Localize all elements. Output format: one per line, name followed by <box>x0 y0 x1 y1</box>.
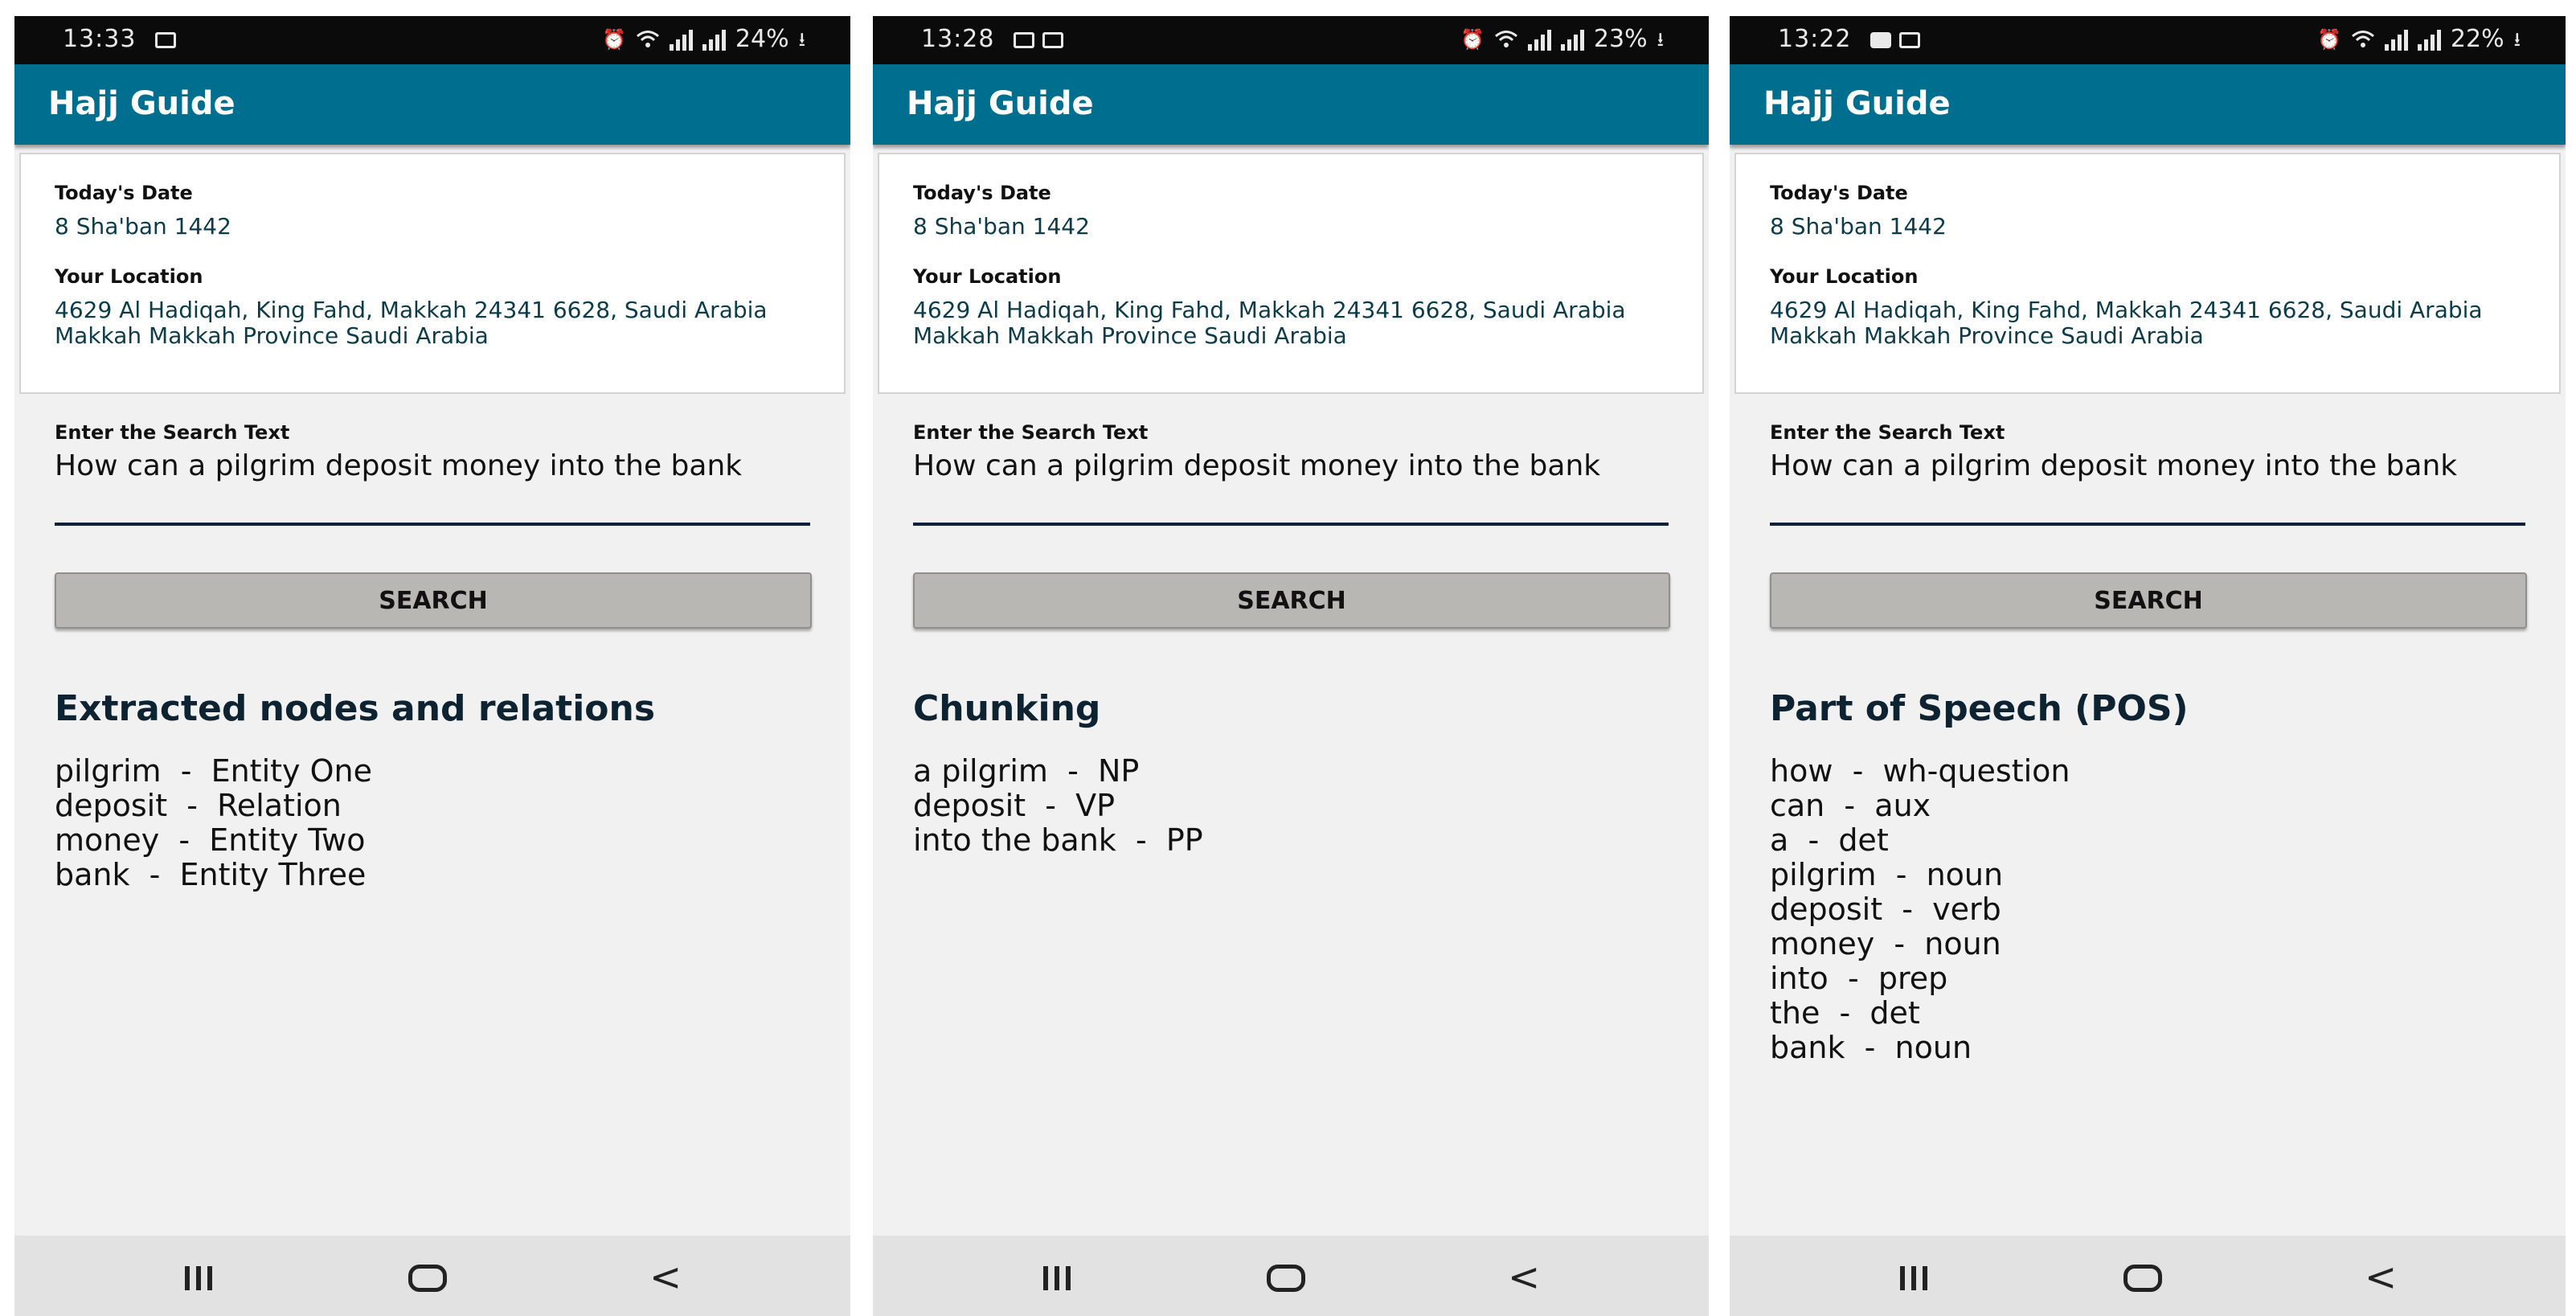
battery-percent: 23% <box>1593 25 1648 53</box>
list-item: deposit - verb <box>1770 892 2001 927</box>
date-label: Today's Date <box>913 182 1051 204</box>
app-bar <box>873 64 1709 145</box>
list-item: into the bank - PP <box>913 822 1203 858</box>
back-icon[interactable]: < <box>649 1255 682 1300</box>
result-title: Chunking <box>913 688 1101 729</box>
nav-bar <box>873 1236 1709 1316</box>
signal-icon <box>2385 28 2408 51</box>
home-icon[interactable] <box>1267 1265 1305 1292</box>
list-item: pilgrim - Entity One <box>55 753 372 789</box>
list-item: a pilgrim - NP <box>913 753 1140 789</box>
battery-percent: 24% <box>735 25 789 53</box>
battery-charging-icon: ⭳ <box>1657 27 1664 51</box>
location-label: Your Location <box>55 265 203 288</box>
notification-icon <box>1042 32 1063 48</box>
search-input[interactable] <box>55 450 810 526</box>
alarm-icon: ⏰ <box>602 27 626 51</box>
status-time: 13:33 <box>63 25 137 53</box>
location-value: 4629 Al Hadiqah, King Fahd, Makkah 24341 6628, Saudi Arabia Makkah Makkah Province Saudi Arabia <box>913 297 1626 349</box>
app-bar <box>14 64 850 145</box>
app-bar <box>1730 64 2566 145</box>
message-icon <box>1870 32 1891 48</box>
location-label: Your Location <box>1770 265 1919 288</box>
phone-screen-nodes-relations <box>14 16 850 1316</box>
search-button[interactable]: SEARCH <box>1770 572 2527 629</box>
list-item: bank - Entity Three <box>55 857 367 892</box>
date-value: 8 Sha'ban 1442 <box>913 213 1090 240</box>
date-label: Today's Date <box>1770 182 1908 204</box>
nav-bar <box>1730 1236 2566 1316</box>
list-item: bank - noun <box>1770 1030 1972 1065</box>
back-icon[interactable]: < <box>2365 1255 2398 1300</box>
date-label: Today's Date <box>55 182 193 204</box>
wifi-icon <box>636 29 660 50</box>
list-item: pilgrim - noun <box>1770 857 2004 892</box>
list-item: deposit - Relation <box>55 788 342 823</box>
phone-screen-chunking <box>873 16 1709 1316</box>
signal-icon <box>670 28 693 51</box>
date-value: 8 Sha'ban 1442 <box>1770 213 1947 240</box>
search-input[interactable] <box>1770 450 2525 526</box>
phone-screen-pos <box>1730 16 2566 1316</box>
signal-icon <box>1561 28 1584 51</box>
wifi-icon <box>2351 29 2375 50</box>
status-time: 13:22 <box>1778 25 1852 53</box>
info-card <box>19 153 846 394</box>
status-bar <box>1730 16 2566 64</box>
search-label: Enter the Search Text <box>1770 421 2005 444</box>
wifi-icon <box>1494 29 1518 50</box>
search-button[interactable]: SEARCH <box>913 572 1670 629</box>
alarm-icon: ⏰ <box>1460 27 1485 51</box>
recent-apps-icon[interactable] <box>1043 1266 1071 1290</box>
list-item: into - prep <box>1770 961 1948 996</box>
home-icon[interactable] <box>408 1265 447 1292</box>
signal-icon <box>1528 28 1551 51</box>
date-value: 8 Sha'ban 1442 <box>55 213 231 240</box>
list-item: the - det <box>1770 995 1920 1031</box>
gallery-icon <box>1014 32 1034 48</box>
result-title: Part of Speech (POS) <box>1770 688 2189 729</box>
battery-percent: 22% <box>2450 25 2504 53</box>
list-item: money - Entity Two <box>55 822 366 858</box>
notification-icon <box>155 32 176 48</box>
search-input[interactable] <box>913 450 1669 526</box>
recent-apps-icon[interactable] <box>185 1266 212 1290</box>
info-card <box>878 153 1704 394</box>
list-item: a - det <box>1770 822 1889 858</box>
nav-bar <box>14 1236 850 1316</box>
battery-charging-icon: ⭳ <box>798 27 805 51</box>
list-item: how - wh-question <box>1770 753 2070 789</box>
list-item: can - aux <box>1770 788 1931 823</box>
location-value: 4629 Al Hadiqah, King Fahd, Makkah 24341 6628, Saudi Arabia Makkah Makkah Province Saudi Arabia <box>1770 297 2483 349</box>
status-time: 13:28 <box>921 25 995 53</box>
notification-icon <box>1899 32 1920 48</box>
search-label: Enter the Search Text <box>913 421 1149 444</box>
search-button[interactable]: SEARCH <box>55 572 812 629</box>
info-card <box>1734 153 2561 394</box>
list-item: money - noun <box>1770 926 2001 961</box>
status-bar <box>873 16 1709 64</box>
recent-apps-icon[interactable] <box>1900 1266 1927 1290</box>
app-title: Hajj Guide <box>1763 85 1951 122</box>
search-label: Enter the Search Text <box>55 421 290 444</box>
signal-icon <box>702 28 726 51</box>
status-bar <box>14 16 850 64</box>
location-value: 4629 Al Hadiqah, King Fahd, Makkah 24341 6628, Saudi Arabia Makkah Makkah Province Saudi Arabia <box>55 297 768 349</box>
home-icon[interactable] <box>2123 1265 2162 1292</box>
battery-charging-icon: ⭳ <box>2513 27 2521 51</box>
result-list <box>1770 754 2070 1065</box>
app-title: Hajj Guide <box>48 85 235 122</box>
signal-icon <box>2418 28 2441 51</box>
result-list <box>55 754 372 892</box>
back-icon[interactable]: < <box>1508 1255 1541 1300</box>
alarm-icon: ⏰ <box>2317 27 2341 51</box>
app-title: Hajj Guide <box>907 85 1094 122</box>
result-title: Extracted nodes and relations <box>55 688 656 729</box>
result-list <box>913 754 1203 858</box>
location-label: Your Location <box>913 265 1062 288</box>
list-item: deposit - VP <box>913 788 1116 823</box>
